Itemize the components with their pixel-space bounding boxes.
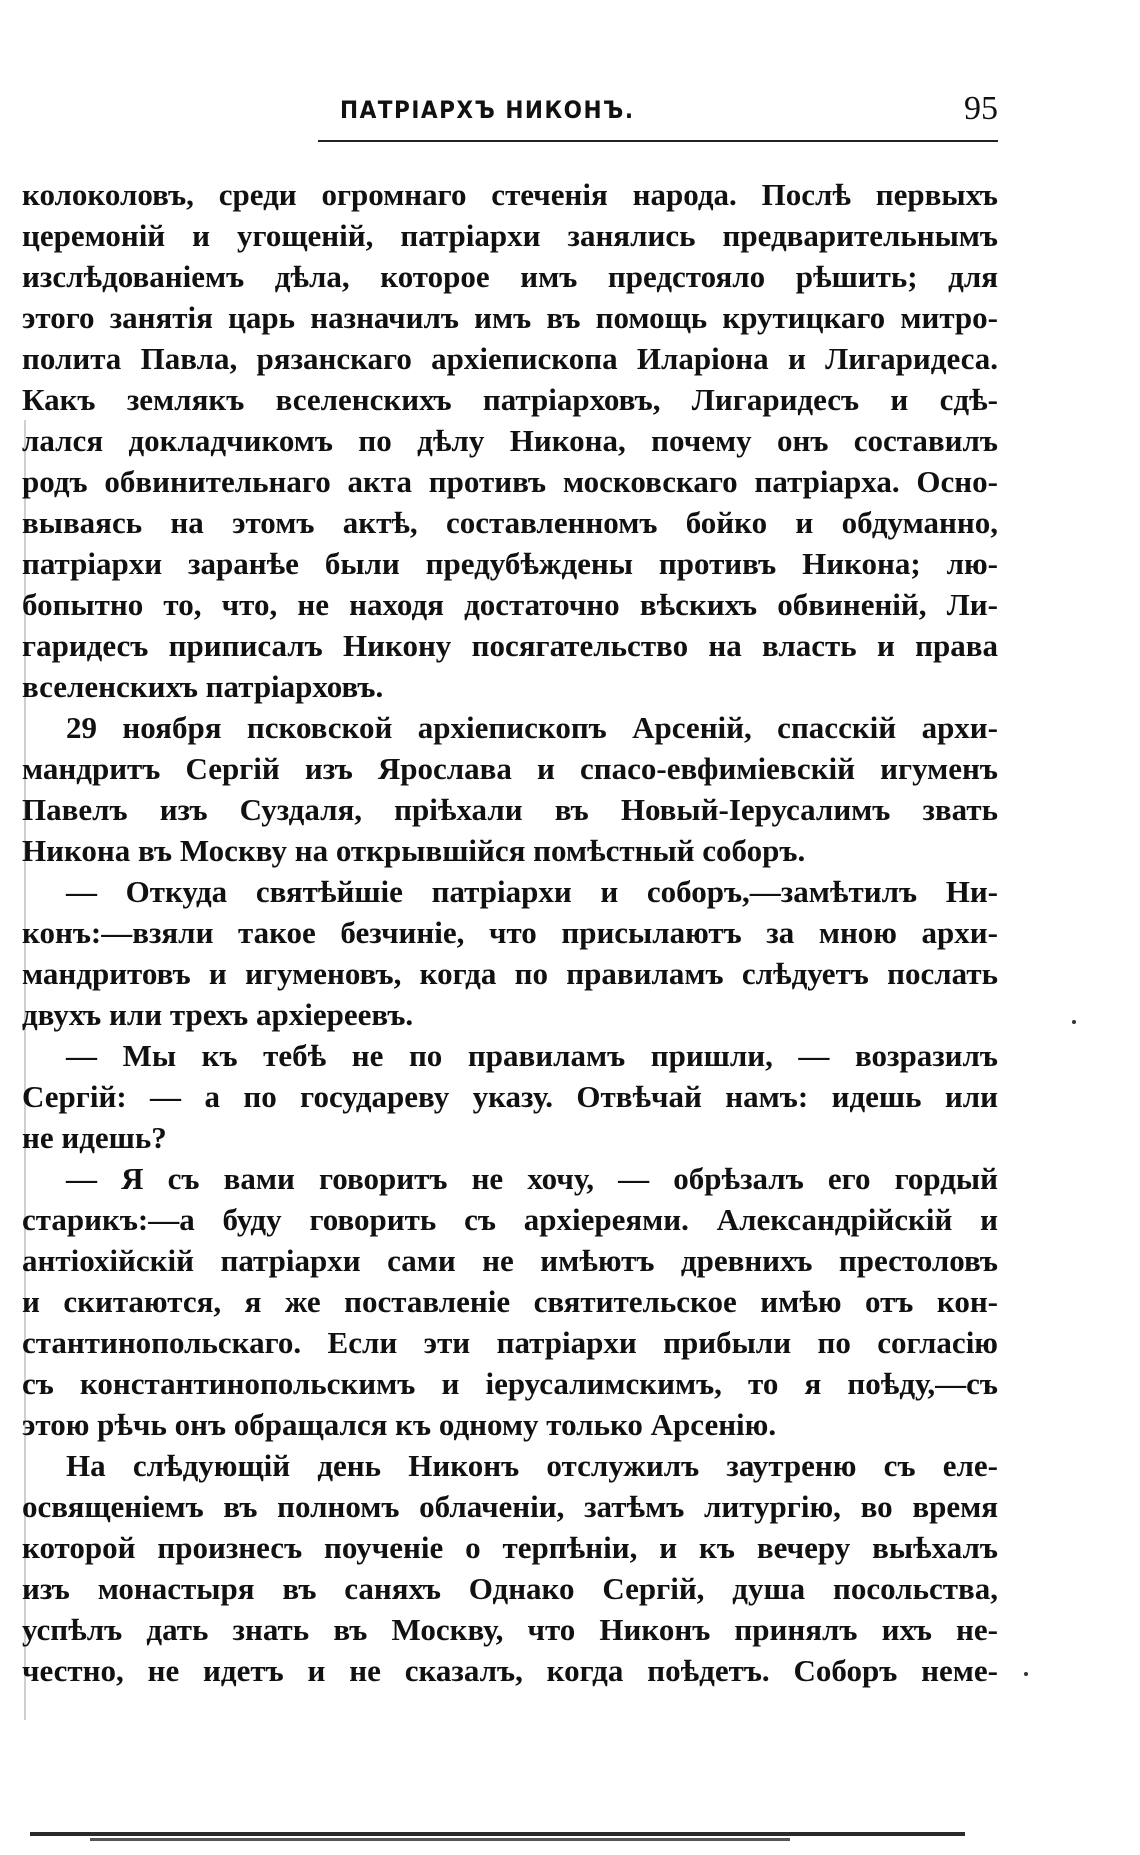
text-line: не идешь?: [22, 1120, 167, 1155]
text-line: стантинопольскаго. Если эти патріархи прибыли по согласію: [22, 1325, 998, 1360]
running-title: ПАТРІАРХЪ НИКОНЪ.: [340, 96, 635, 124]
text-line: которой произнесъ поученіе о терпѣніи, и къ вечеру выѣхалъ: [22, 1530, 998, 1565]
scan-bottom-edge: [30, 1832, 965, 1836]
scan-speck: [1072, 1020, 1076, 1024]
text-line: 29 ноября псковской архіепископъ Арсеній, спасскій архи-: [66, 710, 998, 745]
text-line: честно, не идетъ и не сказалъ, когда поѣдетъ. Соборъ неме-: [22, 1653, 998, 1688]
text-line: родъ обвинительнаго акта противъ московскаго патріарха. Осно-: [22, 464, 998, 499]
text-line: мандритовъ и игуменовъ, когда по правиламъ слѣдуетъ послать: [22, 956, 998, 991]
text-line: двухъ или трехъ архіереевъ.: [22, 997, 414, 1032]
text-line: конъ:—взяли такое безчиніе, что присылаютъ за мною архи-: [22, 915, 998, 950]
text-line: Какъ землякъ вселенскихъ патріарховъ, Лигаридесъ и сдѣ-: [22, 382, 998, 417]
text-line: церемоній и угощеній, патріархи занялись предварительнымъ: [22, 218, 998, 253]
text-line: колоколовъ, среди огромнаго стеченія народа. Послѣ первыхъ: [22, 177, 998, 212]
page-number: 95: [964, 90, 998, 127]
text-line: полита Павла, рязанскаго архіепископа Иларіона и Лигаридеса.: [22, 341, 998, 376]
text-line: — Откуда святѣйшіе патріархи и соборъ,—замѣтилъ Ни-: [66, 874, 998, 909]
text-line: освященіемъ въ полномъ облаченіи, затѣмъ литургію, во время: [22, 1489, 998, 1524]
text-line: и скитаются, я же поставленіе святительское имѣю отъ кон-: [22, 1284, 998, 1319]
scan-bottom-edge: [90, 1838, 790, 1841]
text-line: изслѣдованіемъ дѣла, которое имъ предстояло рѣшить; для: [22, 259, 998, 294]
text-line: гаридесъ приписалъ Никону посягательство на власть и права: [22, 628, 998, 663]
text-line: вселенскихъ патріарховъ.: [22, 669, 384, 704]
text-line: мандритъ Сергій изъ Ярослава и спасо-евфиміевскій игуменъ: [22, 751, 998, 786]
text-line: бопытно то, что, не находя достаточно вѣскихъ обвиненій, Ли-: [22, 587, 998, 622]
scan-speck: [1024, 1672, 1028, 1676]
text-line: антіохійскій патріархи сами не имѣютъ древнихъ престоловъ: [22, 1243, 998, 1278]
text-line: этою рѣчь онъ обращался къ одному только Арсенію.: [22, 1407, 777, 1442]
text-line: этого занятія царь назначилъ имъ въ помощь крутицкаго митро-: [22, 300, 998, 335]
text-line: Павелъ изъ Суздаля, пріѣхали въ Новый-Іерусалимъ звать: [22, 792, 998, 827]
text-line: изъ монастыря въ саняхъ Однако Сергій, душа посольства,: [22, 1571, 998, 1606]
text-line: — Мы къ тебѣ не по правиламъ пришли, — возразилъ: [66, 1038, 998, 1073]
text-line: патріархи заранѣе были предубѣждены противъ Никона; лю-: [22, 546, 998, 581]
text-line: успѣлъ дать знать въ Москву, что Никонъ принялъ ихъ не-: [22, 1612, 998, 1647]
text-line: лался докладчикомъ по дѣлу Никона, почему онъ составилъ: [22, 423, 998, 458]
text-line: Никона въ Москву на открывшійся помѣстный соборъ.: [22, 833, 806, 868]
text-line: съ константинопольскимъ и іерусалимскимъ, то я поѣду,—съ: [22, 1366, 998, 1401]
text-line: старикъ:—а буду говорить съ архіереями. Александрійскій и: [22, 1202, 998, 1237]
text-line: вываясь на этомъ актѣ, составленномъ бойко и обдуманно,: [22, 505, 998, 540]
page-header: [318, 92, 998, 142]
text-line: На слѣдующій день Никонъ отслужилъ заутреню съ еле-: [66, 1448, 998, 1483]
text-line: — Я съ вами говоритъ не хочу, — обрѣзалъ его гордый: [66, 1161, 998, 1196]
text-line: Сергій: — а по государеву указу. Отвѣчай намъ: идешь или: [22, 1079, 998, 1114]
body-text: [22, 174, 998, 1691]
